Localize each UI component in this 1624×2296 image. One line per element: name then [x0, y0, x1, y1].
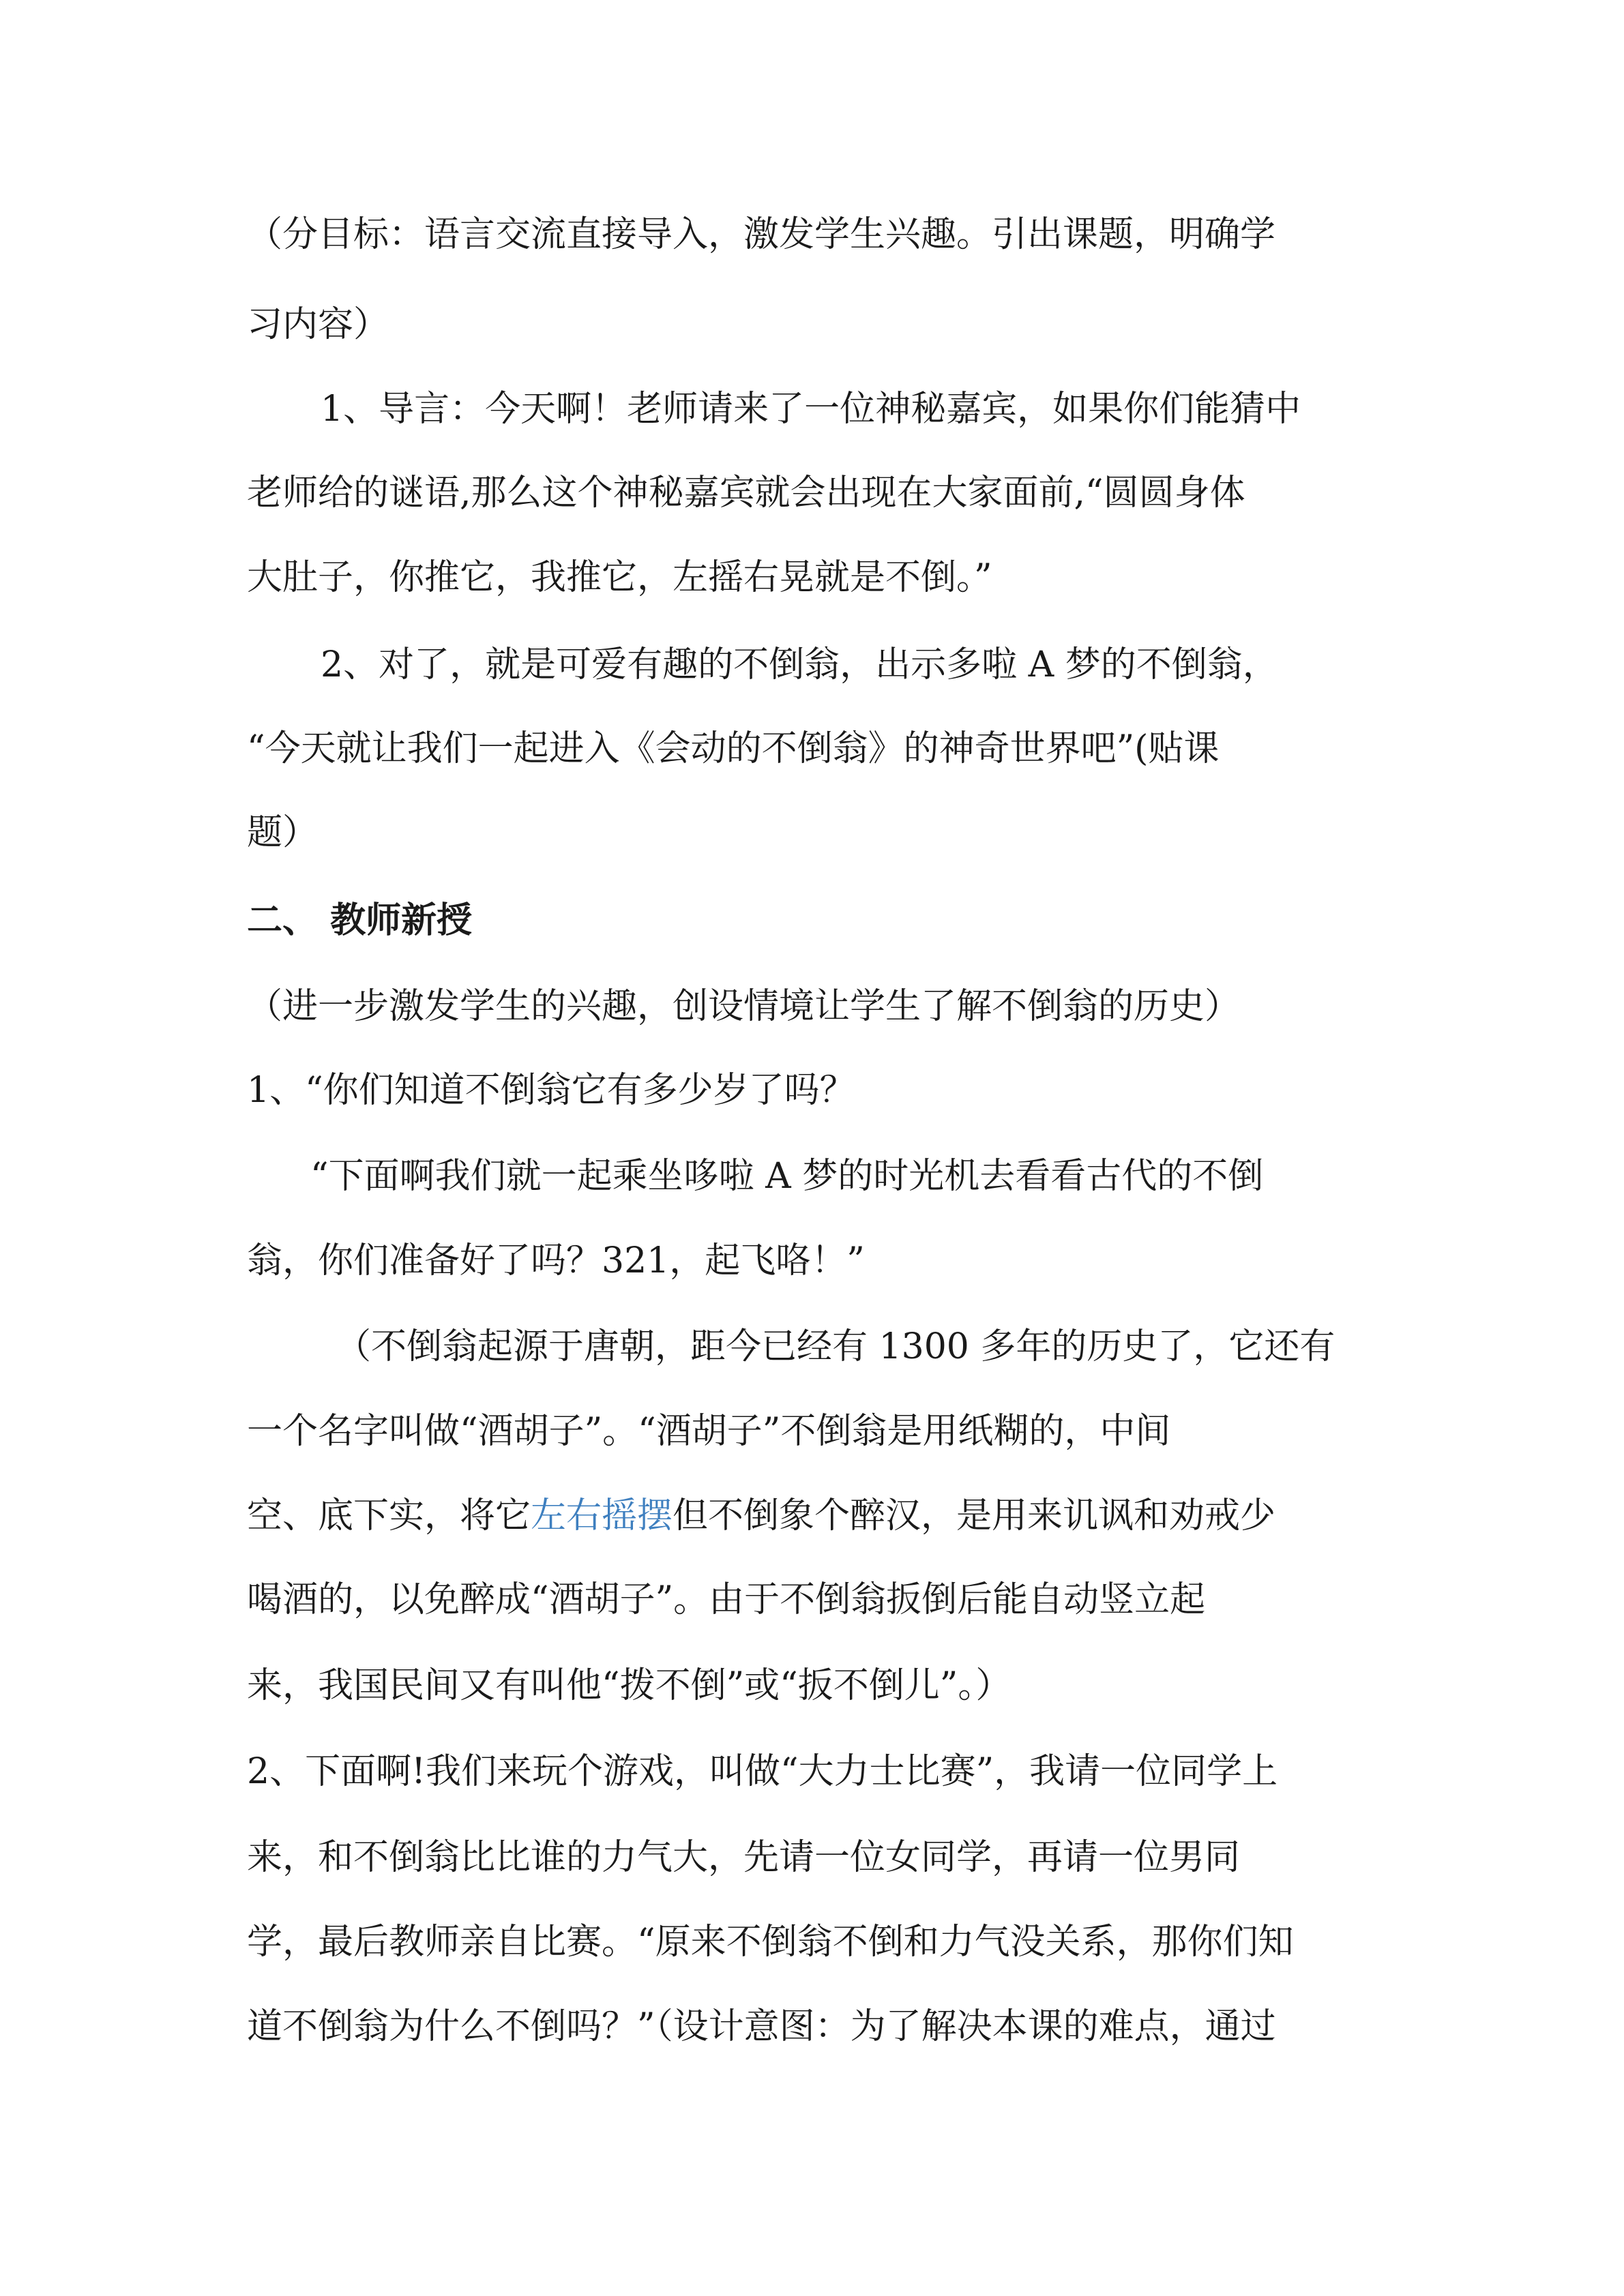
paragraph-line: （进一步激发学生的兴趣，创设情境让学生了解不倒翁的历史）: [247, 986, 1241, 1027]
paragraph-line: 老师给的谜语,那么这个神秘嘉宾就会出现在大家面前,“圆圆身体: [247, 473, 1245, 513]
paragraph-line: 习内容）: [247, 304, 389, 345]
paragraph-line: 2、下面啊!我们来玩个游戏，叫做“大力士比赛”，我请一位同学上: [247, 1751, 1278, 1792]
paragraph-line: [247, 1492, 1275, 1540]
paragraph-line: 来，我国民间又有叫他“拨不倒”或“扳不倒儿”。）: [247, 1665, 1012, 1706]
paragraph-line: “下面啊我们就一起乘坐哆啦 A 梦的时光机去看看古代的不倒: [310, 1156, 1264, 1197]
text-segment: 但不倒象个醉汉，是用来讥讽和劝戒少: [673, 1495, 1276, 1536]
text-segment: 空、底下实，将它: [247, 1495, 531, 1536]
paragraph-line: 大肚子，你推它，我推它，左摇右晃就是不倒。”: [247, 557, 992, 598]
paragraph-line: 一个名字叫做“酒胡子”。“酒胡子”不倒翁是用纸糊的，中间: [247, 1411, 1171, 1452]
paragraph-line: “今天就让我们一起进入《会动的不倒翁》的神奇世界吧”(贴课: [247, 728, 1220, 769]
paragraph-line: 来，和不倒翁比比谁的力气大，先请一位女同学，再请一位男同: [247, 1837, 1241, 1878]
hyperlink-text[interactable]: 左右摇摆: [531, 1495, 673, 1536]
paragraph-line: 翁，你们准备好了吗？321，起飞咯！”: [247, 1240, 865, 1281]
paragraph-line: 题）: [247, 812, 319, 853]
paragraph-line: 道不倒翁为什么不倒吗？”（设计意图：为了解决本课的难点，通过: [247, 2006, 1276, 2047]
paragraph-line: 喝酒的，以免醉成“酒胡子”。由于不倒翁扳倒后能自动竖立起: [247, 1579, 1206, 1620]
paragraph-line: 1、“你们知道不倒翁它有多少岁了吗？: [247, 1070, 855, 1111]
paragraph-line: （不倒翁起源于唐朝，距今已经有 1300 多年的历史了，它还有: [336, 1326, 1335, 1367]
section-heading: 二、 教师新授: [247, 900, 473, 941]
paragraph-line: （分目标：语言交流直接导入，激发学生兴趣。引出课题，明确学: [247, 214, 1276, 255]
paragraph-line: 2、对了，就是可爱有趣的不倒翁，出示多啦 A 梦的不倒翁，: [321, 644, 1278, 685]
paragraph-line: 1、导言：今天啊！老师请来了一位神秘嘉宾，如果你们能猜中: [321, 389, 1301, 430]
paragraph-line: 学，最后教师亲自比赛。“原来不倒翁不倒和力气没关系，那你们知: [247, 1922, 1294, 1963]
